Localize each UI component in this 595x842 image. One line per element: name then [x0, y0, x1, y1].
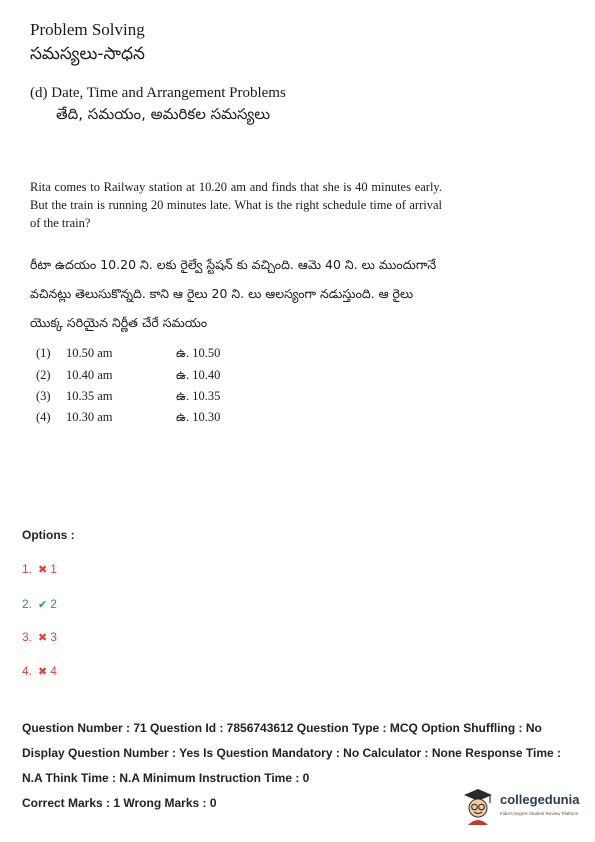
collegedunia-logo: [460, 786, 588, 830]
choice-telugu: ఉ. 10.40: [176, 368, 221, 382]
option-value: 3: [50, 630, 57, 644]
choice-telugu: ఉ. 10.35: [176, 389, 221, 403]
choice-english: 10.35 am: [66, 389, 113, 403]
section-title: (d) Date, Time and Arrangement Problems: [30, 85, 286, 101]
metadata-details: Question Number : 71 Question Id : 7856743612 Question Type : MCQ Option Shuffling : No Display Question Number : Yes Is Question Mandatory : No Calculator : None Response Time : N.A Think Time : N.A Minimum Instruction Time : 0: [22, 721, 561, 785]
option-value: 1: [50, 562, 57, 576]
choice-row: [36, 389, 220, 407]
page-subtitle-telugu: సమస్యలు-సాధన: [30, 44, 145, 64]
page-title: Problem Solving: [30, 20, 145, 39]
option-index: 2.: [22, 597, 33, 611]
choice-english: 10.40 am: [66, 368, 113, 382]
check-icon: ✔: [38, 599, 48, 611]
choice-row: [36, 368, 220, 386]
cross-icon: ✖: [38, 564, 48, 576]
option-3[interactable]: [22, 630, 57, 644]
option-2[interactable]: [22, 597, 57, 611]
option-1[interactable]: [22, 562, 57, 576]
option-index: 1.: [22, 562, 33, 576]
section-subtitle-telugu: తేది, సమయం, అమరికల సమస్యలు: [56, 105, 271, 123]
choice-number: (1): [36, 346, 51, 360]
option-value: 4: [50, 664, 57, 678]
option-index: 3.: [22, 630, 33, 644]
marks-info: Correct Marks : 1 Wrong Marks : 0: [22, 796, 217, 810]
choice-number: (2): [36, 368, 51, 382]
choice-english: 10.30 am: [66, 410, 113, 424]
choice-number: (3): [36, 389, 51, 403]
student-mascot-icon: [460, 786, 496, 826]
cross-icon: ✖: [38, 632, 48, 644]
option-index: 4.: [22, 664, 33, 678]
choice-telugu: ఉ. 10.50: [176, 346, 221, 360]
choice-english: 10.50 am: [66, 346, 113, 360]
choice-row: [36, 410, 220, 428]
question-text-english: Rita comes to Railway station at 10.20 am and finds that she is 40 minutes early. But the train is running 20 minutes late. What is the right schedule time of arrival of the train?: [30, 180, 442, 230]
option-4[interactable]: [22, 664, 57, 678]
cross-icon: ✖: [38, 666, 48, 678]
logo-brand-text: collegedunia: [500, 792, 580, 807]
choice-row: [36, 346, 220, 364]
logo-tagline: India's largest Student Review Platform: [500, 811, 579, 816]
options-heading: Options :: [22, 528, 75, 542]
choice-number: (4): [36, 410, 51, 424]
choice-telugu: ఉ. 10.30: [176, 410, 221, 424]
option-value: 2: [50, 597, 57, 611]
question-text-telugu: రీటా ఉదయం 10.20 ని. లకు రైల్వే స్టేషన్ కు వచ్చింది. ఆమె 40 ని. లు ముందుగానే వచినట్లు తెలుసుకొన్నది. కాని ఆ రైలు 20 ని. లు ఆలస్యంగా నడుస్తుంది. ఆ రైలు యొక్క సరియైన నిర్ణీత చేరే సమయం: [30, 257, 437, 330]
